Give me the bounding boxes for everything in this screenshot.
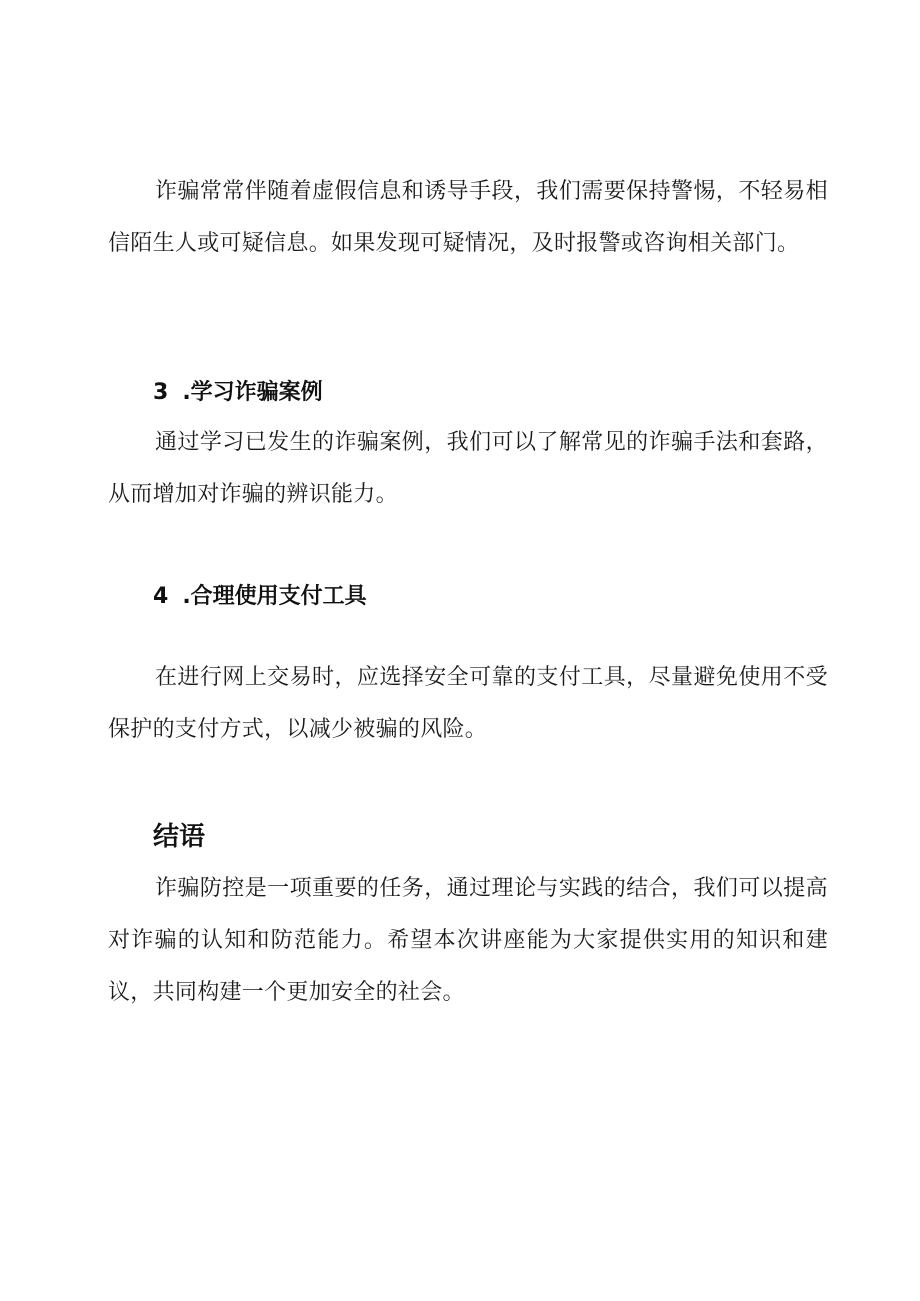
- item4-number: 4: [153, 584, 169, 609]
- conclusion-title: 结语: [153, 822, 206, 852]
- item4-body: 在进行网上交易时，应选择安全可靠的支付工具，尽量避免使用不受保护的支付方式，以减少被骗的风险。: [108, 665, 828, 742]
- item3-body: 通过学习已发生的诈骗案例，我们可以了解常见的诈骗手法和套路，从而增加对诈骗的辨识能力。: [108, 430, 828, 507]
- conclusion-body: 诈骗防控是一项重要的任务，通过理论与实践的结合，我们可以提高对诈骗的认知和防范能力。希望本次讲座能为大家提供实用的知识和建议，共同构建一个更加安全的社会。: [108, 876, 828, 1005]
- intro-paragraph: 诈骗常常伴随着虚假信息和诱导手段，我们需要保持警惕，不轻易相信陌生人或可疑信息。如果发现可疑情况，及时报警或咨询相关部门。: [108, 179, 828, 256]
- item4-title: .合理使用支付工具: [182, 584, 367, 609]
- item3-heading: [153, 378, 323, 408]
- item3-number: 3: [153, 380, 169, 405]
- item3-title: .学习诈骗案例: [182, 380, 323, 405]
- item4-heading: [153, 582, 367, 612]
